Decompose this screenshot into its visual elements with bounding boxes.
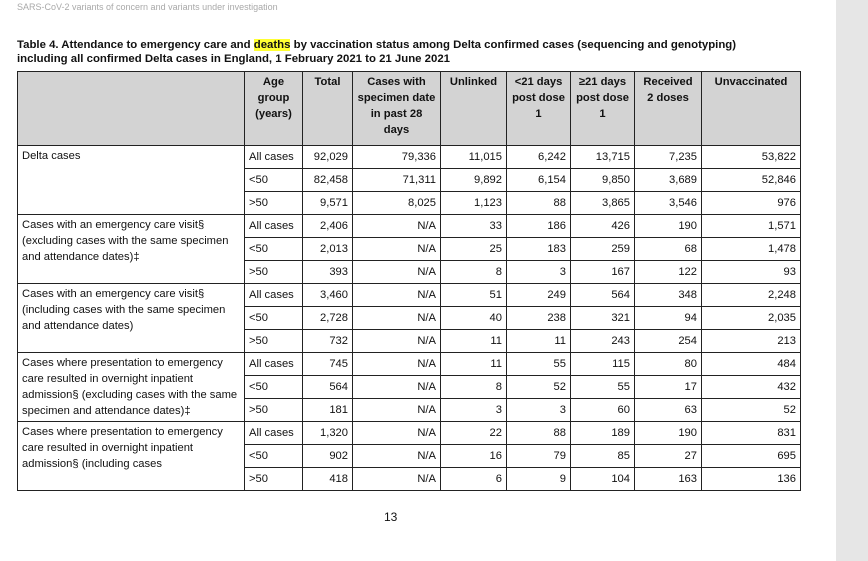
age-group-cell: >50 <box>245 261 303 284</box>
value-cell: 33 <box>441 215 507 238</box>
value-cell: 163 <box>635 468 702 491</box>
value-cell: 186 <box>507 215 571 238</box>
age-group-cell: <50 <box>245 445 303 468</box>
value-cell: 190 <box>635 422 702 445</box>
value-cell: 321 <box>571 307 635 330</box>
value-cell: 238 <box>507 307 571 330</box>
table-row <box>18 284 801 307</box>
value-cell: 432 <box>702 376 801 399</box>
value-cell: 9,571 <box>303 192 353 215</box>
value-cell: N/A <box>353 284 441 307</box>
value-cell: 6,154 <box>507 169 571 192</box>
value-cell: 181 <box>303 399 353 422</box>
value-cell: 831 <box>702 422 801 445</box>
value-cell: 484 <box>702 353 801 376</box>
age-group-cell: >50 <box>245 192 303 215</box>
age-group-cell: All cases <box>245 215 303 238</box>
value-cell: 2,248 <box>702 284 801 307</box>
value-cell: 9 <box>507 468 571 491</box>
value-cell: 104 <box>571 468 635 491</box>
value-cell: 122 <box>635 261 702 284</box>
age-group-cell: All cases <box>245 353 303 376</box>
value-cell: 3 <box>507 261 571 284</box>
value-cell: 6,242 <box>507 146 571 169</box>
value-cell: 52 <box>507 376 571 399</box>
value-cell: 732 <box>303 330 353 353</box>
value-cell: N/A <box>353 422 441 445</box>
value-cell: 60 <box>571 399 635 422</box>
value-cell: N/A <box>353 215 441 238</box>
value-cell: N/A <box>353 468 441 491</box>
table-row <box>18 422 801 445</box>
running-header: SARS-CoV-2 variants of concern and variants under investigation <box>17 2 278 12</box>
column-header: Unvaccinated <box>702 72 801 146</box>
value-cell: 902 <box>303 445 353 468</box>
value-cell: 393 <box>303 261 353 284</box>
table-row <box>18 215 801 238</box>
value-cell: 3 <box>441 399 507 422</box>
value-cell: 63 <box>635 399 702 422</box>
value-cell: 52,846 <box>702 169 801 192</box>
attendance-table <box>17 71 801 491</box>
value-cell: 68 <box>635 238 702 261</box>
value-cell: N/A <box>353 238 441 261</box>
value-cell: 13,715 <box>571 146 635 169</box>
value-cell: 94 <box>635 307 702 330</box>
value-cell: 564 <box>303 376 353 399</box>
value-cell: 7,235 <box>635 146 702 169</box>
value-cell: 3,689 <box>635 169 702 192</box>
table-caption <box>17 38 737 66</box>
value-cell: 3,460 <box>303 284 353 307</box>
age-group-cell: <50 <box>245 307 303 330</box>
value-cell: 115 <box>571 353 635 376</box>
table-header-row <box>18 72 801 146</box>
column-header: ≥21 days post dose 1 <box>571 72 635 146</box>
value-cell: 51 <box>441 284 507 307</box>
value-cell: N/A <box>353 353 441 376</box>
caption-text-start: Table 4. Attendance to emergency care and <box>17 39 254 51</box>
age-group-cell: >50 <box>245 399 303 422</box>
value-cell: 79 <box>507 445 571 468</box>
caption-highlight: deaths <box>253 39 291 51</box>
row-group-label: Cases where presentation to emergency care resulted in overnight inpatient admission§ (including cases <box>18 422 245 491</box>
row-group-label: Delta cases <box>18 146 245 215</box>
value-cell: 6 <box>441 468 507 491</box>
value-cell: 3,546 <box>635 192 702 215</box>
value-cell: 976 <box>702 192 801 215</box>
age-group-cell: All cases <box>245 422 303 445</box>
value-cell: 1,320 <box>303 422 353 445</box>
age-group-cell: <50 <box>245 376 303 399</box>
value-cell: 8,025 <box>353 192 441 215</box>
value-cell: 8 <box>441 376 507 399</box>
value-cell: 88 <box>507 422 571 445</box>
value-cell: 92,029 <box>303 146 353 169</box>
value-cell: 11 <box>441 353 507 376</box>
table-body <box>18 146 801 491</box>
value-cell: 259 <box>571 238 635 261</box>
value-cell: 40 <box>441 307 507 330</box>
value-cell: 1,478 <box>702 238 801 261</box>
value-cell: 11,015 <box>441 146 507 169</box>
value-cell: 1,123 <box>441 192 507 215</box>
value-cell: 1,571 <box>702 215 801 238</box>
value-cell: 80 <box>635 353 702 376</box>
value-cell: 82,458 <box>303 169 353 192</box>
value-cell: N/A <box>353 261 441 284</box>
value-cell: 55 <box>571 376 635 399</box>
row-group-label: Cases where presentation to emergency care resulted in overnight inpatient admission§ (excluding cases with the same specimen and attendance dates)‡ <box>18 353 245 422</box>
value-cell: 3,865 <box>571 192 635 215</box>
value-cell: 88 <box>507 192 571 215</box>
age-group-cell: >50 <box>245 468 303 491</box>
column-header: Unlinked <box>441 72 507 146</box>
value-cell: 249 <box>507 284 571 307</box>
value-cell: 745 <box>303 353 353 376</box>
table-row <box>18 353 801 376</box>
column-header: Received 2 doses <box>635 72 702 146</box>
value-cell: 85 <box>571 445 635 468</box>
value-cell: 9,850 <box>571 169 635 192</box>
value-cell: 9,892 <box>441 169 507 192</box>
value-cell: 53,822 <box>702 146 801 169</box>
value-cell: 243 <box>571 330 635 353</box>
value-cell: 564 <box>571 284 635 307</box>
row-group-label: Cases with an emergency care visit§ (excluding cases with the same specimen and attendance dates)‡ <box>18 215 245 284</box>
column-header: Total <box>303 72 353 146</box>
column-header: <21 days post dose 1 <box>507 72 571 146</box>
value-cell: 11 <box>507 330 571 353</box>
value-cell: 183 <box>507 238 571 261</box>
table-row <box>18 146 801 169</box>
value-cell: 167 <box>571 261 635 284</box>
value-cell: 695 <box>702 445 801 468</box>
value-cell: N/A <box>353 399 441 422</box>
value-cell: 348 <box>635 284 702 307</box>
age-group-cell: All cases <box>245 146 303 169</box>
value-cell: 418 <box>303 468 353 491</box>
value-cell: 189 <box>571 422 635 445</box>
value-cell: N/A <box>353 307 441 330</box>
age-group-cell: <50 <box>245 238 303 261</box>
age-group-cell: >50 <box>245 330 303 353</box>
value-cell: 8 <box>441 261 507 284</box>
value-cell: 254 <box>635 330 702 353</box>
value-cell: 2,013 <box>303 238 353 261</box>
value-cell: 213 <box>702 330 801 353</box>
value-cell: 17 <box>635 376 702 399</box>
value-cell: 25 <box>441 238 507 261</box>
header-blank-cell <box>18 72 245 146</box>
column-header: Cases with specimen date in past 28 days <box>353 72 441 146</box>
value-cell: 2,035 <box>702 307 801 330</box>
value-cell: 93 <box>702 261 801 284</box>
value-cell: 16 <box>441 445 507 468</box>
value-cell: 79,336 <box>353 146 441 169</box>
value-cell: N/A <box>353 445 441 468</box>
page-number: 13 <box>384 510 398 524</box>
value-cell: 27 <box>635 445 702 468</box>
age-group-cell: All cases <box>245 284 303 307</box>
value-cell: 71,311 <box>353 169 441 192</box>
value-cell: 22 <box>441 422 507 445</box>
value-cell: 11 <box>441 330 507 353</box>
value-cell: N/A <box>353 376 441 399</box>
value-cell: 52 <box>702 399 801 422</box>
value-cell: N/A <box>353 330 441 353</box>
age-group-cell: <50 <box>245 169 303 192</box>
value-cell: 2,406 <box>303 215 353 238</box>
value-cell: 3 <box>507 399 571 422</box>
value-cell: 190 <box>635 215 702 238</box>
value-cell: 55 <box>507 353 571 376</box>
value-cell: 136 <box>702 468 801 491</box>
column-header: Age group (years) <box>245 72 303 146</box>
row-group-label: Cases with an emergency care visit§ (including cases with the same specimen and attendance dates) <box>18 284 245 353</box>
value-cell: 426 <box>571 215 635 238</box>
caption-text-end: by vaccination status among Delta confirmed cases (sequencing and genotyping) including all confirmed Delta cases in England, 1 February 2021 to 21 June 2021 <box>17 39 737 65</box>
value-cell: 2,728 <box>303 307 353 330</box>
